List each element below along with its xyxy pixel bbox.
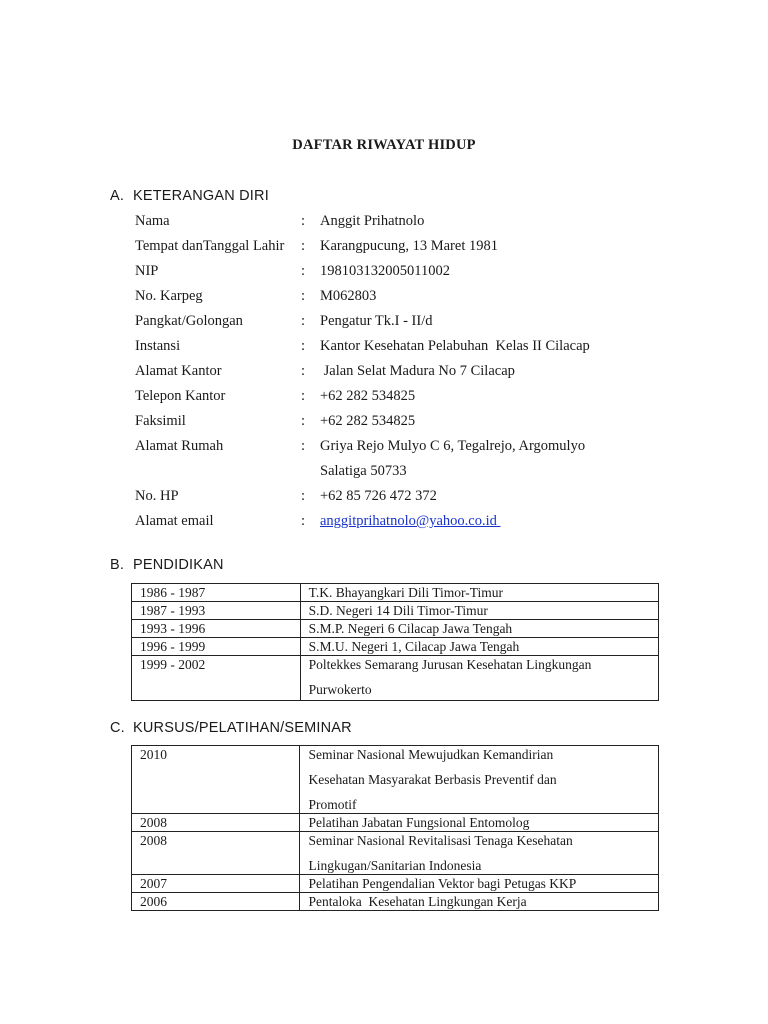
table-row (132, 746, 659, 814)
info-colon: : (301, 288, 306, 304)
table-row (132, 893, 659, 911)
info-value: 198103132005011002 (320, 263, 450, 279)
section-a-title: KETERANGAN DIRI (133, 188, 269, 204)
course-title-line: Pelatihan Jabatan Fungsional Entomolog (308, 815, 530, 830)
info-value: Griya Rejo Mulyo C 6, Tegalrejo, Argomulyo (320, 438, 586, 454)
section-b-letter: B. (110, 557, 125, 573)
education-school: S.M.P. Negeri 6 Cilacap Jawa Tengah (300, 620, 658, 638)
education-years: 1986 - 1987 (132, 584, 301, 602)
course-title (300, 814, 659, 832)
info-colon: : (301, 513, 306, 529)
info-value: Jalan Selat Madura No 7 Cilacap (320, 363, 515, 379)
info-label: Faksimil (135, 413, 186, 429)
section-b-title: PENDIDIKAN (133, 557, 224, 573)
info-colon: : (301, 413, 306, 429)
info-colon: : (301, 438, 306, 454)
course-title (300, 893, 659, 911)
info-label: NIP (135, 263, 159, 279)
info-label: Tempat danTanggal Lahir (135, 238, 285, 254)
info-colon: : (301, 388, 306, 404)
courses-table (131, 745, 659, 911)
education-school (300, 656, 658, 701)
info-value: +62 282 534825 (320, 388, 416, 404)
education-years: 1993 - 1996 (132, 620, 301, 638)
info-label: Alamat email (135, 513, 214, 529)
section-c-heading (110, 720, 352, 736)
course-title-line: Lingkugan/Sanitarian Indonesia (308, 858, 482, 873)
info-colon: : (301, 363, 306, 379)
info-value (320, 513, 500, 530)
table-row (132, 620, 659, 638)
info-label: No. Karpeg (135, 288, 203, 304)
table-row (132, 832, 659, 875)
section-c-letter: C. (110, 720, 125, 736)
info-label: No. HP (135, 488, 179, 504)
course-year: 2010 (132, 746, 300, 814)
info-colon: : (301, 338, 306, 354)
section-b-heading (110, 557, 224, 573)
course-year: 2008 (132, 814, 300, 832)
education-school-line: Poltekkes Semarang Jurusan Kesehatan Lingkungan (308, 657, 592, 672)
info-colon: : (301, 488, 306, 504)
education-school: S.D. Negeri 14 Dili Timor-Timur (300, 602, 658, 620)
table-row (132, 584, 659, 602)
course-year: 2007 (132, 875, 300, 893)
document-title: DAFTAR RIWAYAT HIDUP (292, 137, 476, 153)
info-value: Kantor Kesehatan Pelabuhan Kelas II Cilacap (320, 338, 590, 354)
info-label: Telepon Kantor (135, 388, 226, 404)
table-row (132, 814, 659, 832)
section-a-heading (110, 188, 269, 204)
education-school-line: Purwokerto (308, 682, 372, 697)
education-years: 1987 - 1993 (132, 602, 301, 620)
info-value: +62 85 726 472 372 (320, 488, 437, 504)
course-year: 2006 (132, 893, 300, 911)
section-c-title: KURSUS/PELATIHAN/SEMINAR (133, 720, 352, 736)
info-colon: : (301, 263, 306, 279)
info-value: Pengatur Tk.I - II/d (320, 313, 433, 329)
info-colon: : (301, 238, 306, 254)
info-label: Alamat Kantor (135, 363, 222, 379)
info-colon: : (301, 313, 306, 329)
course-year: 2008 (132, 832, 300, 875)
education-years: 1999 - 2002 (132, 656, 301, 701)
course-title-line: Promotif (308, 797, 357, 812)
education-school: S.M.U. Negeri 1, Cilacap Jawa Tengah (300, 638, 658, 656)
info-colon: : (301, 213, 306, 229)
course-title-line: Kesehatan Masyarakat Berbasis Preventif dan (308, 772, 557, 787)
email-link[interactable]: anggitprihatnolo@yahoo.co.id (320, 513, 501, 529)
education-table (131, 583, 659, 701)
info-value: Karangpucung, 13 Maret 1981 (320, 238, 498, 254)
info-label: Instansi (135, 338, 181, 354)
table-row (132, 875, 659, 893)
course-title (300, 832, 659, 875)
course-title-line: Pelatihan Pengendalian Vektor bagi Petugas KKP (308, 876, 577, 891)
info-label: Alamat Rumah (135, 438, 224, 454)
course-title (300, 875, 659, 893)
course-title (300, 746, 659, 814)
table-row (132, 638, 659, 656)
education-years: 1996 - 1999 (132, 638, 301, 656)
course-title-line: Seminar Nasional Revitalisasi Tenaga Kesehatan (308, 833, 573, 848)
course-title-line: Seminar Nasional Mewujudkan Kemandirian (308, 747, 554, 762)
info-value: +62 282 534825 (320, 413, 416, 429)
info-value: Anggit Prihatnolo (320, 213, 425, 229)
info-value-line2: Salatiga 50733 (320, 463, 407, 479)
info-label: Nama (135, 213, 170, 229)
education-school: T.K. Bhayangkari Dili Timor-Timur (300, 584, 658, 602)
table-row (132, 602, 659, 620)
info-label: Pangkat/Golongan (135, 313, 243, 329)
course-title-line: Pentaloka Kesehatan Lingkungan Kerja (308, 894, 527, 909)
info-value: M062803 (320, 288, 377, 304)
table-row (132, 656, 659, 701)
section-a-letter: A. (110, 188, 125, 204)
